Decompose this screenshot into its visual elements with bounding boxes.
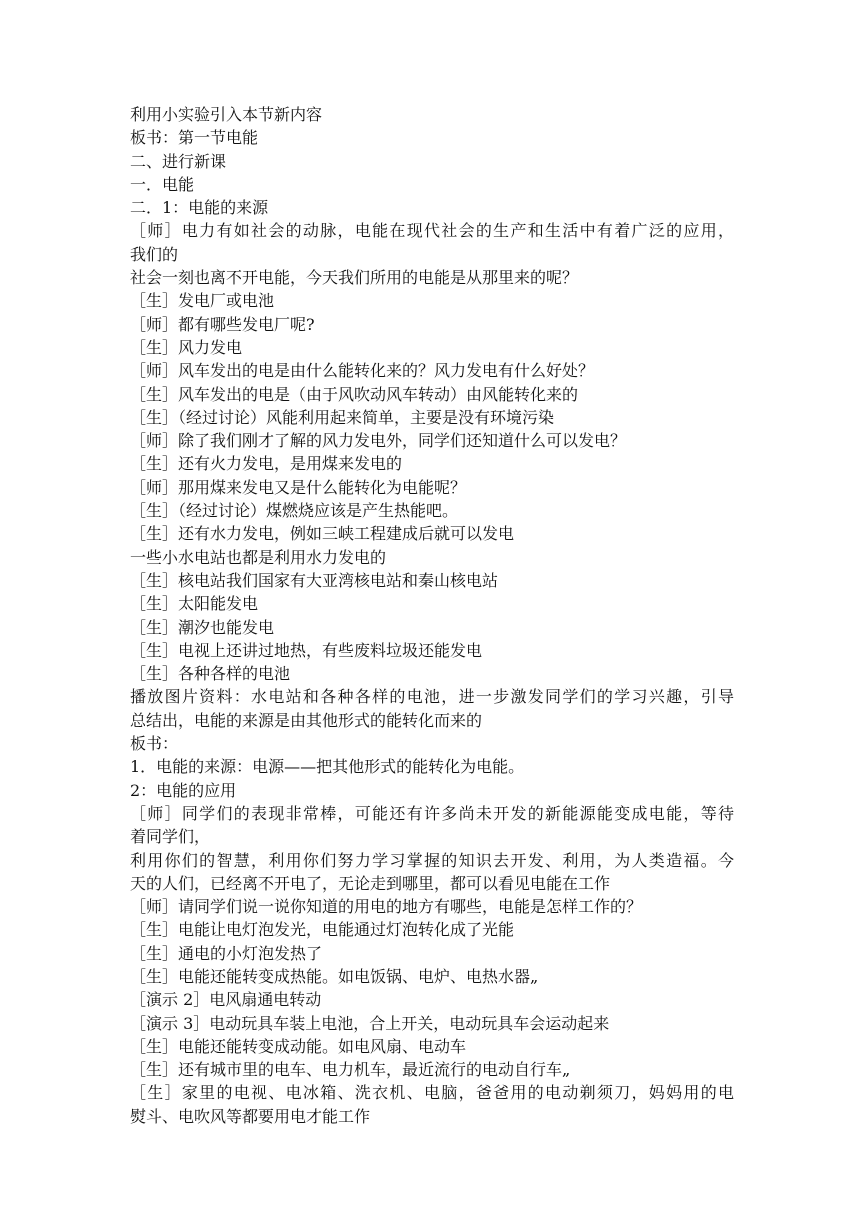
text-line: ［生］电能还能转变成热能。如电饭锅、电炉、电热水器„: [130, 966, 539, 986]
text-line: ［生］（经过讨论）风能利用起来简单，主要是没有环境污染: [130, 407, 555, 427]
text-line: ［师］都有哪些发电厂呢?: [130, 314, 315, 334]
text-line: ［生］各种各样的电池: [130, 664, 291, 684]
text-line: ［生］潮汐也能发电: [130, 617, 275, 637]
text-line: ［生］发电厂或电池: [130, 291, 275, 311]
text-line: ［生］核电站我们国家有大亚湾核电站和秦山核电站: [130, 570, 499, 590]
text-line: ［演示 2］电风扇通电转动: [130, 990, 322, 1010]
text-line: 天的人们，已经离不开电了，无论走到哪里，都可以看见电能在工作: [130, 873, 611, 893]
text-line: ［生］太阳能发电: [130, 594, 259, 614]
text-line: ［生］还有城市里的电车、电力机车，最近流行的电动自行车„: [130, 1060, 571, 1080]
text-line: 利用小实验引入本节新内容: [130, 105, 323, 124]
text-line: 板书：: [130, 734, 179, 754]
text-line: ［师］同学们的表现非常棒，可能还有许多尚未开发的新能源能变成电能，等待: [130, 803, 734, 823]
text-line: ［生］家里的电视、电冰箱、洗衣机、电脑，爸爸用的电动剃须刀，妈妈用的电: [130, 1083, 734, 1103]
text-line: ［师］那用煤来发电又是什么能转化为电能呢？: [130, 477, 467, 497]
text-line: 二．1：电能的来源: [130, 198, 269, 218]
text-line: ［生］还有火力发电，是用煤来发电的: [130, 454, 403, 474]
text-line: 二、进行新课: [130, 151, 227, 171]
text-line: ［演示 3］电动玩具车装上电池，合上开关，电动玩具车会运动起来: [130, 1013, 610, 1033]
text-line: 一．电能: [130, 174, 195, 194]
text-line: ［生］通电的小灯泡发热了: [130, 943, 323, 963]
text-line: 一些小水电站也都是利用水力发电的: [130, 547, 387, 567]
text-line: 2：电能的应用: [130, 780, 237, 800]
document-body: [130, 103, 734, 1128]
text-line: ［生］电能让电灯泡发光，电能通过灯泡转化成了光能: [130, 920, 515, 940]
text-line: ［师］电力有如社会的动脉，电能在现代社会的生产和生活中有着广泛的应用，: [130, 221, 734, 241]
text-line: ［师］请同学们说一说你知道的用电的地方有哪些，电能是怎样工作的？: [130, 897, 643, 917]
text-line: 总结出，电能的来源是由其他形式的能转化而来的: [130, 710, 483, 730]
text-line: ［师］风车发出的电是由什么能转化来的？风力发电有什么好处？: [130, 361, 595, 381]
text-line: 社会一刻也离不开电能，今天我们所用的电能是从那里来的呢？: [130, 268, 579, 288]
text-line: 播放图片资料：水电站和各种各样的电池，进一步激发同学们的学习兴趣，引导: [130, 687, 734, 707]
text-line: ［生］电能还能转变成动能。如电风扇、电动车: [130, 1036, 467, 1056]
text-line: 熨斗、电吹风等都要用电才能工作: [130, 1106, 371, 1126]
text-line: 着同学们，: [130, 827, 211, 847]
text-line: 板书：第一节电能: [130, 128, 259, 148]
text-line: ［生］电视上还讲过地热，有些废料垃圾还能发电: [130, 640, 483, 660]
text-line: ［生］风力发电: [130, 337, 243, 357]
text-line: ［生］风车发出的电是（由于风吹动风车转动）由风能转化来的: [130, 384, 579, 404]
text-line: ［生］还有水力发电，例如三峡工程建成后就可以发电: [130, 524, 515, 544]
text-line: 我们的: [130, 244, 179, 264]
text-line: ［师］除了我们刚才了解的风力发电外，同学们还知道什么可以发电？: [130, 431, 627, 451]
text-line: 1．电能的来源：电源——把其他形式的能转化为电能。: [130, 757, 525, 777]
text-line: ［生］（经过讨论）煤燃烧应该是产生热能吧。: [130, 501, 459, 521]
text-line: 利用你们的智慧，利用你们努力学习掌握的知识去开发、利用，为人类造福。今: [130, 850, 734, 870]
